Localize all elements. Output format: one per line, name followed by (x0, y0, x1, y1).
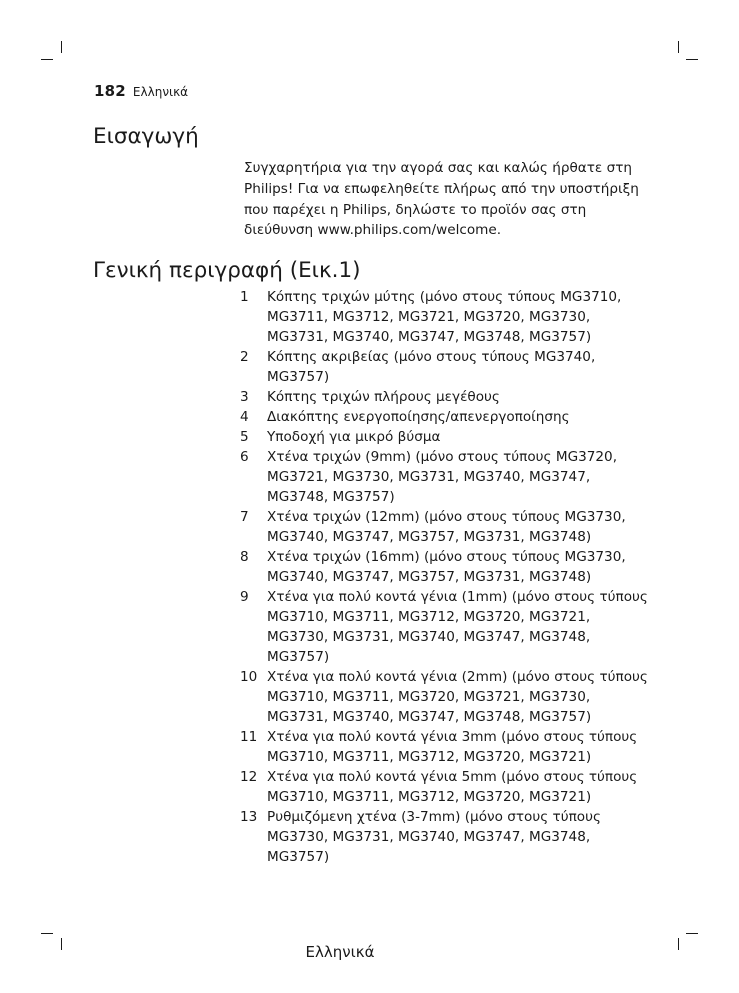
list-item (240, 447, 655, 507)
item-text: Υποδοχή για μικρό βύσμα (267, 429, 441, 445)
page-number: 182 (94, 82, 126, 100)
item-number: 10 (240, 669, 258, 685)
item-text: Κόπτης τριχών μύτης (μόνο στους τύπους MG3710, MG3711, MG3712, MG3721, MG3720, MG3730, MG3731, MG3740, MG3747, MG3748, MG3757) (267, 289, 622, 345)
item-text: Διακόπτης ενεργοποίησης/απενεργοποίησης (267, 409, 570, 425)
item-number: 1 (240, 289, 249, 305)
crop-mark (61, 41, 62, 53)
list-item (240, 287, 655, 347)
item-number: 11 (240, 729, 258, 745)
item-number: 7 (240, 509, 249, 525)
list-item (240, 667, 655, 727)
header-language: Ελληνικά (132, 85, 189, 99)
item-text: Χτένα για πολύ κοντά γένια (2mm) (μόνο στους τύπους MG3710, MG3711, MG3720, MG3721, MG3730, MG3731, MG3740, MG3747, MG3748, MG3757) (267, 669, 648, 725)
item-number: 8 (240, 549, 249, 565)
crop-mark (41, 933, 53, 934)
page-header (94, 82, 188, 102)
list-item (240, 727, 655, 767)
item-number: 12 (240, 769, 258, 785)
list-item (240, 507, 655, 547)
intro-heading: Εισαγωγή (93, 124, 199, 149)
item-number: 2 (240, 349, 249, 365)
list-item (240, 807, 655, 867)
list-item (240, 387, 655, 407)
item-text: Χτένα τριχών (12mm) (μόνο στους τύπους MG3730, MG3740, MG3747, MG3757, MG3731, MG3748) (267, 509, 626, 545)
item-text: Χτένα τριχών (16mm) (μόνο στους τύπους MG3730, MG3740, MG3747, MG3757, MG3731, MG3748) (267, 549, 626, 585)
overview-list (240, 287, 655, 867)
list-item (240, 347, 655, 387)
page-footer: Ελληνικά (305, 943, 375, 961)
item-text: Κόπτης ακριβείας (μόνο στους τύπους MG3740, MG3757) (267, 349, 596, 385)
crop-mark (41, 59, 53, 60)
item-number: 4 (240, 409, 249, 425)
list-item (240, 547, 655, 587)
list-item (240, 407, 655, 427)
item-text: Κόπτης τριχών πλήρους μεγέθους (267, 389, 500, 405)
item-text: Χτένα τριχών (9mm) (μόνο στους τύπους MG3720, MG3721, MG3730, MG3731, MG3740, MG3747, MG3748, MG3757) (267, 449, 618, 505)
item-text: Χτένα για πολύ κοντά γένια (1mm) (μόνο στους τύπους MG3710, MG3711, MG3712, MG3720, MG3721, MG3730, MG3731, MG3740, MG3747, MG3748, MG3757) (267, 589, 648, 665)
crop-mark (686, 59, 698, 60)
item-text: Ρυθμιζόμενη χτένα (3-7mm) (μόνο στους τύπους MG3730, MG3731, MG3740, MG3747, MG3748, MG3757) (267, 809, 601, 865)
crop-mark (678, 41, 679, 53)
item-number: 5 (240, 429, 249, 445)
list-item (240, 427, 655, 447)
list-item (240, 767, 655, 807)
intro-paragraph: Συγχαρητήρια για την αγορά σας και καλώς ήρθατε στη Philips! Για να επωφεληθείτε πλήρως από την υποστήριξη που παρέχει η Philips, δηλώστε το προϊόν σας στη διεύθυνση www.philips.com/welcome. (244, 160, 639, 239)
crop-mark (686, 933, 698, 934)
item-text: Χτένα για πολύ κοντά γένια 3mm (μόνο στους τύπους MG3710, MG3711, MG3712, MG3720, MG3721) (267, 729, 638, 765)
item-text: Χτένα για πολύ κοντά γένια 5mm (μόνο στους τύπους MG3710, MG3711, MG3712, MG3720, MG3721) (267, 769, 638, 805)
item-number: 3 (240, 389, 249, 405)
item-number: 6 (240, 449, 249, 465)
item-number: 9 (240, 589, 249, 605)
item-number: 13 (240, 809, 258, 825)
list-item (240, 587, 655, 667)
overview-heading: Γενική περιγραφή (Εικ.1) (93, 258, 361, 283)
